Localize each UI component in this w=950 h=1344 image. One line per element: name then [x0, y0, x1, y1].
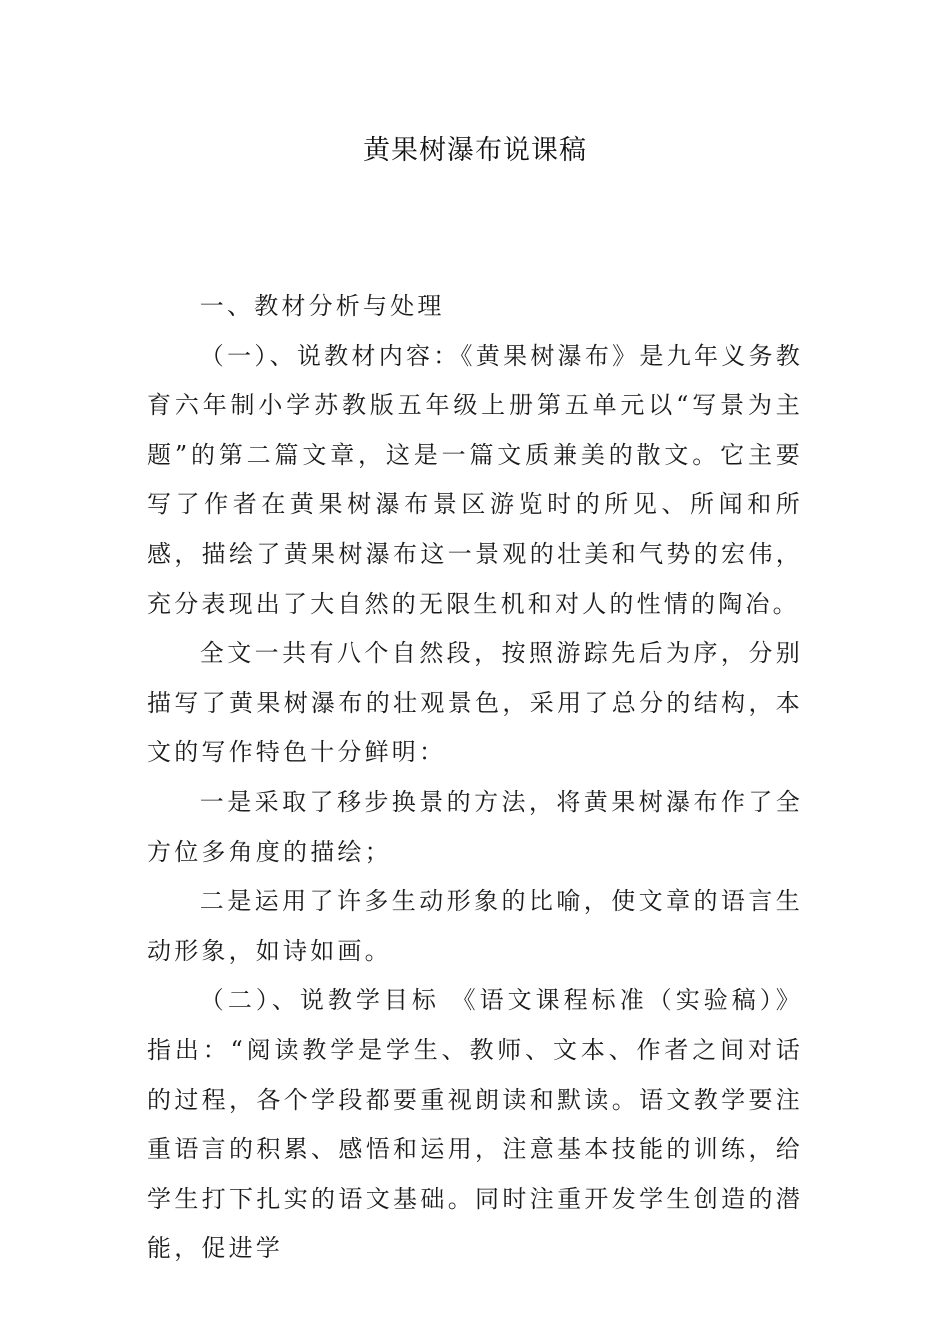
- section-heading: 一、教材分析与处理: [199, 292, 445, 320]
- paragraph-teaching-goals: （二）、说教学目标 《语文课程标准（实验稿）》指出：“阅读教学是学生、教师、文本、作者之间对话的过程，各个学段都要重视朗读和默读。语文教学要注重语言的积累、感悟和运用，注意基本技能的训练，给学生打下扎实的语文基础。同时注重开发学生创造的潜能，促进学: [147, 986, 803, 1263]
- document-body: [147, 282, 803, 1274]
- paragraph-feature-two: 二是运用了许多生动形象的比喻，使文章的语言生动形象，如诗如画。: [147, 887, 803, 965]
- paragraph-feature-one: 一是采取了移步换景的方法，将黄果树瀑布作了全方位多角度的描绘；: [147, 787, 803, 866]
- document-title: 黄果树瀑布说课稿: [363, 135, 587, 166]
- paragraph-textbook-content: （一）、说教材内容：《黄果树瀑布》是九年义务教育六年制小学苏教版五年级上册第五单元以“写景为主题”的第二篇文章，这是一篇文质兼美的散文。它主要写了作者在黄果树瀑布景区游览时的所见、所闻和所感，描绘了黄果树瀑布这一景观的壮美和气势的宏伟，充分表现出了大自然的无限生机和对人的性情的陶冶。: [147, 341, 803, 618]
- paragraph-structure: 全文一共有八个自然段，按照游踪先后为序，分别描写了黄果树瀑布的壮观景色，采用了总分的结构，本文的写作特色十分鲜明：: [147, 639, 803, 767]
